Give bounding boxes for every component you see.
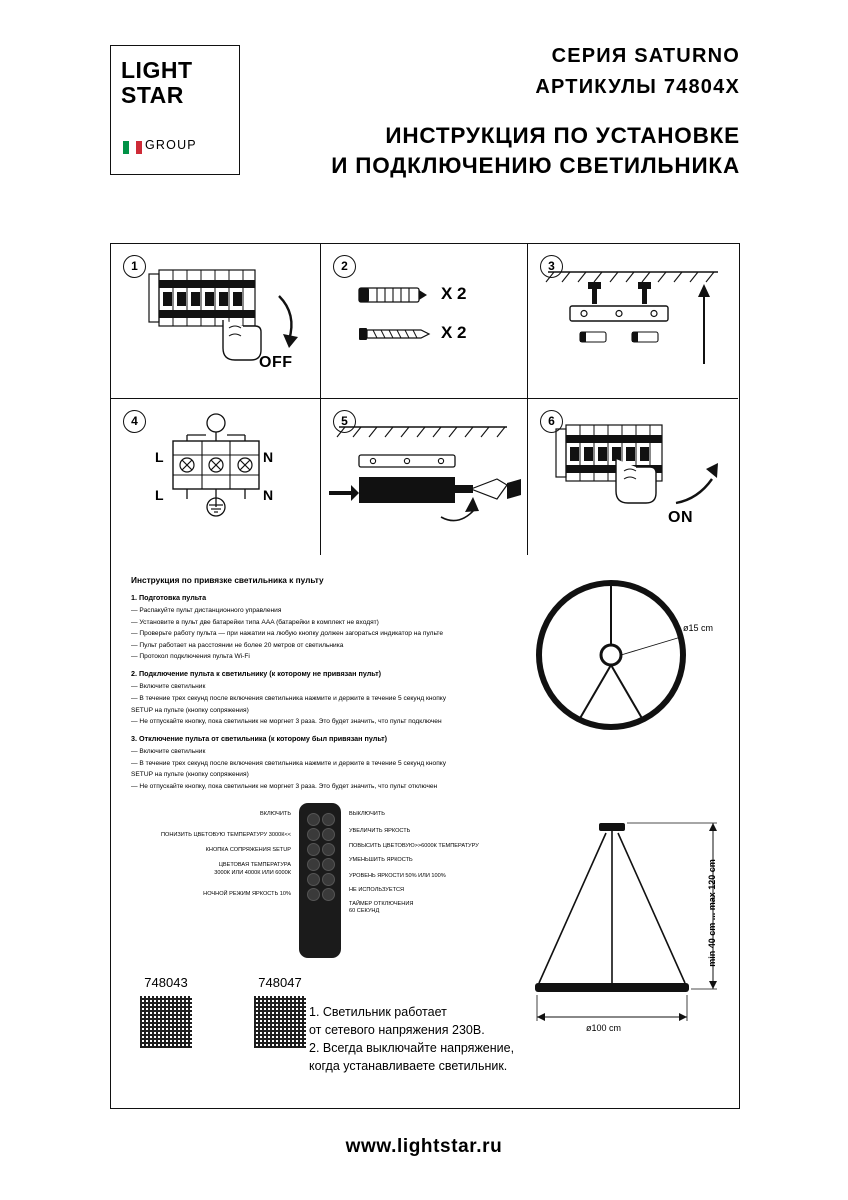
step-6 bbox=[528, 399, 738, 555]
step-number: 4 bbox=[123, 410, 146, 433]
remote-button-unused bbox=[322, 873, 335, 886]
remote-button-cct-down bbox=[307, 828, 320, 841]
remote-button-power-on bbox=[307, 813, 320, 826]
step-number: 6 bbox=[540, 410, 563, 433]
remote-button-power-off bbox=[322, 813, 335, 826]
section-3-line-2: — В течение трех секунд после включения светильника нажмите и держите в течение 5 секунд кнопку bbox=[131, 759, 447, 767]
qr-label-1: 748043 bbox=[144, 975, 188, 990]
brand-logo bbox=[110, 45, 240, 175]
step-1-off-label: OFF bbox=[259, 354, 293, 371]
section-2-line-4: — Не отпускайте кнопку, пока светильник не моргнет 3 раза. Это будет значить, что пульт подключен bbox=[131, 718, 442, 726]
step-grid bbox=[111, 244, 739, 555]
outer-diameter-label: ø100 cm bbox=[586, 1023, 622, 1033]
section-2-line-1: — Включите светильник bbox=[131, 683, 206, 691]
pairing-instructions bbox=[131, 575, 531, 794]
remote-button-night-mode bbox=[307, 888, 320, 901]
inner-diameter-label: ø15 cm bbox=[683, 623, 714, 633]
logo-line-2: STAR bbox=[121, 82, 184, 108]
italy-flag-icon bbox=[123, 141, 142, 154]
logo-line-1: LIGHT bbox=[121, 57, 193, 83]
section-2-line-2: — В течение трех секунд после включения светильника нажмите и держите в течение 5 секунд кнопку bbox=[131, 694, 447, 702]
lower-panel bbox=[111, 555, 739, 1108]
remote-label-power-on: ВКЛЮЧИТЬ bbox=[260, 811, 291, 817]
remote-label-timer: ТАЙМЕР ОТКЛЮЧЕНИЯ bbox=[349, 901, 414, 907]
step-1 bbox=[111, 244, 321, 399]
series-label: СЕРИЯ SATURNO bbox=[551, 45, 740, 67]
article-label: АРТИКУЛЫ 74804X bbox=[535, 76, 740, 98]
section-1-line-2: — Установите в пульт две батарейки типа AAA (батарейки в комплект не входят) bbox=[131, 618, 379, 626]
step-number: 1 bbox=[123, 255, 146, 278]
header bbox=[110, 45, 740, 195]
title-line-2: И ПОДКЛЮЧЕНИЮ СВЕТИЛЬНИКА bbox=[331, 153, 740, 178]
section-1-line-1: — Распакуйте пульт дистанционного управления bbox=[131, 607, 282, 614]
section-3-title: 3. Отключение пульта от светильника (к которому был привязан пульт) bbox=[131, 734, 388, 744]
remote-label-timer-seconds: 60 СЕКУНД bbox=[349, 908, 380, 914]
section-1-title: 1. Подготовка пульта bbox=[131, 593, 207, 602]
title-line-1: ИНСТРУКЦИЯ ПО УСТАНОВКЕ bbox=[385, 123, 740, 148]
terminal-label-l-top: L bbox=[155, 449, 164, 465]
height-range-label: min 40 cm ... max 120 cm bbox=[707, 859, 717, 967]
remote-label-cct-up: ПОВЫСИТЬ ЦВЕТОВУЮ>>6000К ТЕМПЕРАТУРУ bbox=[349, 843, 479, 849]
remote-label-unused: НЕ ИСПОЛЬЗУЕТСЯ bbox=[349, 887, 405, 893]
terminal-label-n-top: N bbox=[263, 449, 274, 465]
remote-button-brightness-up bbox=[322, 828, 335, 841]
terminal-label-n-bottom: N bbox=[263, 487, 274, 503]
remote-label-cct-values: 3000К ИЛИ 4000К ИЛИ 6000К bbox=[214, 870, 291, 876]
section-2-line-3: SETUP на пульте (кнопку сопряжения) bbox=[131, 706, 249, 714]
step-6-on-label: ON bbox=[668, 509, 693, 526]
note-line-4: когда устанавливаете светильник. bbox=[309, 1059, 508, 1073]
remote-label-night-mode: НОЧНОЙ РЕЖИМ ЯРКОСТЬ 10% bbox=[203, 891, 291, 897]
safety-notes bbox=[309, 1003, 514, 1075]
header-text-block bbox=[290, 45, 740, 181]
section-3-line-1: — Включите светильник bbox=[131, 748, 206, 756]
remote-button-timer bbox=[322, 888, 335, 901]
section-1-line-4: — Пульт работает на расстоянии не более 20 метров от светильника bbox=[131, 641, 344, 649]
step-number: 2 bbox=[333, 255, 356, 278]
remote-label-brightness-level: УРОВЕНЬ ЯРКОСТИ 50% ИЛИ 100% bbox=[349, 873, 446, 879]
remote-label-cct-down: ПОНИЗИТЬ ЦВЕТОВУЮ ТЕМПЕРАТУРУ 3000К<< bbox=[160, 832, 291, 838]
section-2-title: 2. Подключение пульта к светильнику (к которому не привязан пульт) bbox=[131, 669, 381, 679]
remote-label-power-off: ВЫКЛЮЧИТЬ bbox=[349, 811, 385, 817]
qr-code-icon[interactable] bbox=[254, 996, 306, 1048]
step-number: 5 bbox=[333, 410, 356, 433]
step-4 bbox=[111, 399, 321, 555]
qr-code-icon[interactable] bbox=[140, 996, 192, 1048]
remote-control-diagram bbox=[121, 803, 541, 963]
pairing-heading: Инструкция по привязке светильника к пульту bbox=[131, 575, 324, 585]
section-1-line-3: — Проверьте работу пульта — при нажатии на любую кнопку должен загораться индикатор на пульте bbox=[131, 630, 444, 638]
remote-button-cct-select bbox=[307, 858, 320, 871]
dowel-quantity: X 2 bbox=[441, 284, 467, 303]
qr-label-2: 748047 bbox=[258, 975, 302, 990]
remote-label-cct-title: ЦВЕТОВАЯ ТЕМПЕРАТУРА bbox=[218, 862, 291, 868]
remote-label-setup: КНОПКА СОПРЯЖЕНИЯ SETUP bbox=[205, 847, 291, 853]
remote-label-brightness-down: УМЕНЬШИТЬ ЯРКОСТЬ bbox=[349, 857, 413, 863]
remote-button-brightness-down bbox=[322, 858, 335, 871]
logo-group-label: GROUP bbox=[145, 138, 197, 152]
product-dimension-diagram bbox=[531, 565, 736, 1105]
step-5 bbox=[321, 399, 528, 555]
note-line-3: 2. Всегда выключайте напряжение, bbox=[309, 1041, 515, 1055]
remote-body bbox=[299, 803, 341, 958]
website-footer[interactable]: www.lightstar.ru bbox=[345, 1136, 503, 1157]
main-frame bbox=[110, 243, 740, 1109]
step-number: 3 bbox=[540, 255, 563, 278]
remote-button-brightness-level bbox=[307, 873, 320, 886]
section-3-line-3: SETUP на пульте (кнопку сопряжения) bbox=[131, 771, 249, 779]
section-3-line-4: — Не отпускайте кнопку, пока светильник не моргнет 3 раза. Это будет значить, что пульт отключен bbox=[131, 782, 438, 790]
note-line-2: от сетевого напряжения 230В. bbox=[309, 1023, 485, 1037]
terminal-label-l-bottom: L bbox=[155, 487, 164, 503]
step-3 bbox=[528, 244, 738, 399]
logo-text bbox=[121, 58, 193, 108]
screw-quantity: X 2 bbox=[441, 323, 467, 342]
section-1-line-5: — Протокол подключения пульта Wi-Fi bbox=[131, 653, 250, 661]
step-2 bbox=[321, 244, 528, 399]
remote-button-cct-up bbox=[322, 843, 335, 856]
note-line-1: 1. Светильник работает bbox=[309, 1005, 447, 1019]
remote-label-brightness-up: УВЕЛИЧИТЬ ЯРКОСТЬ bbox=[349, 828, 411, 834]
remote-button-setup bbox=[307, 843, 320, 856]
dimension-drawings bbox=[531, 565, 736, 1105]
